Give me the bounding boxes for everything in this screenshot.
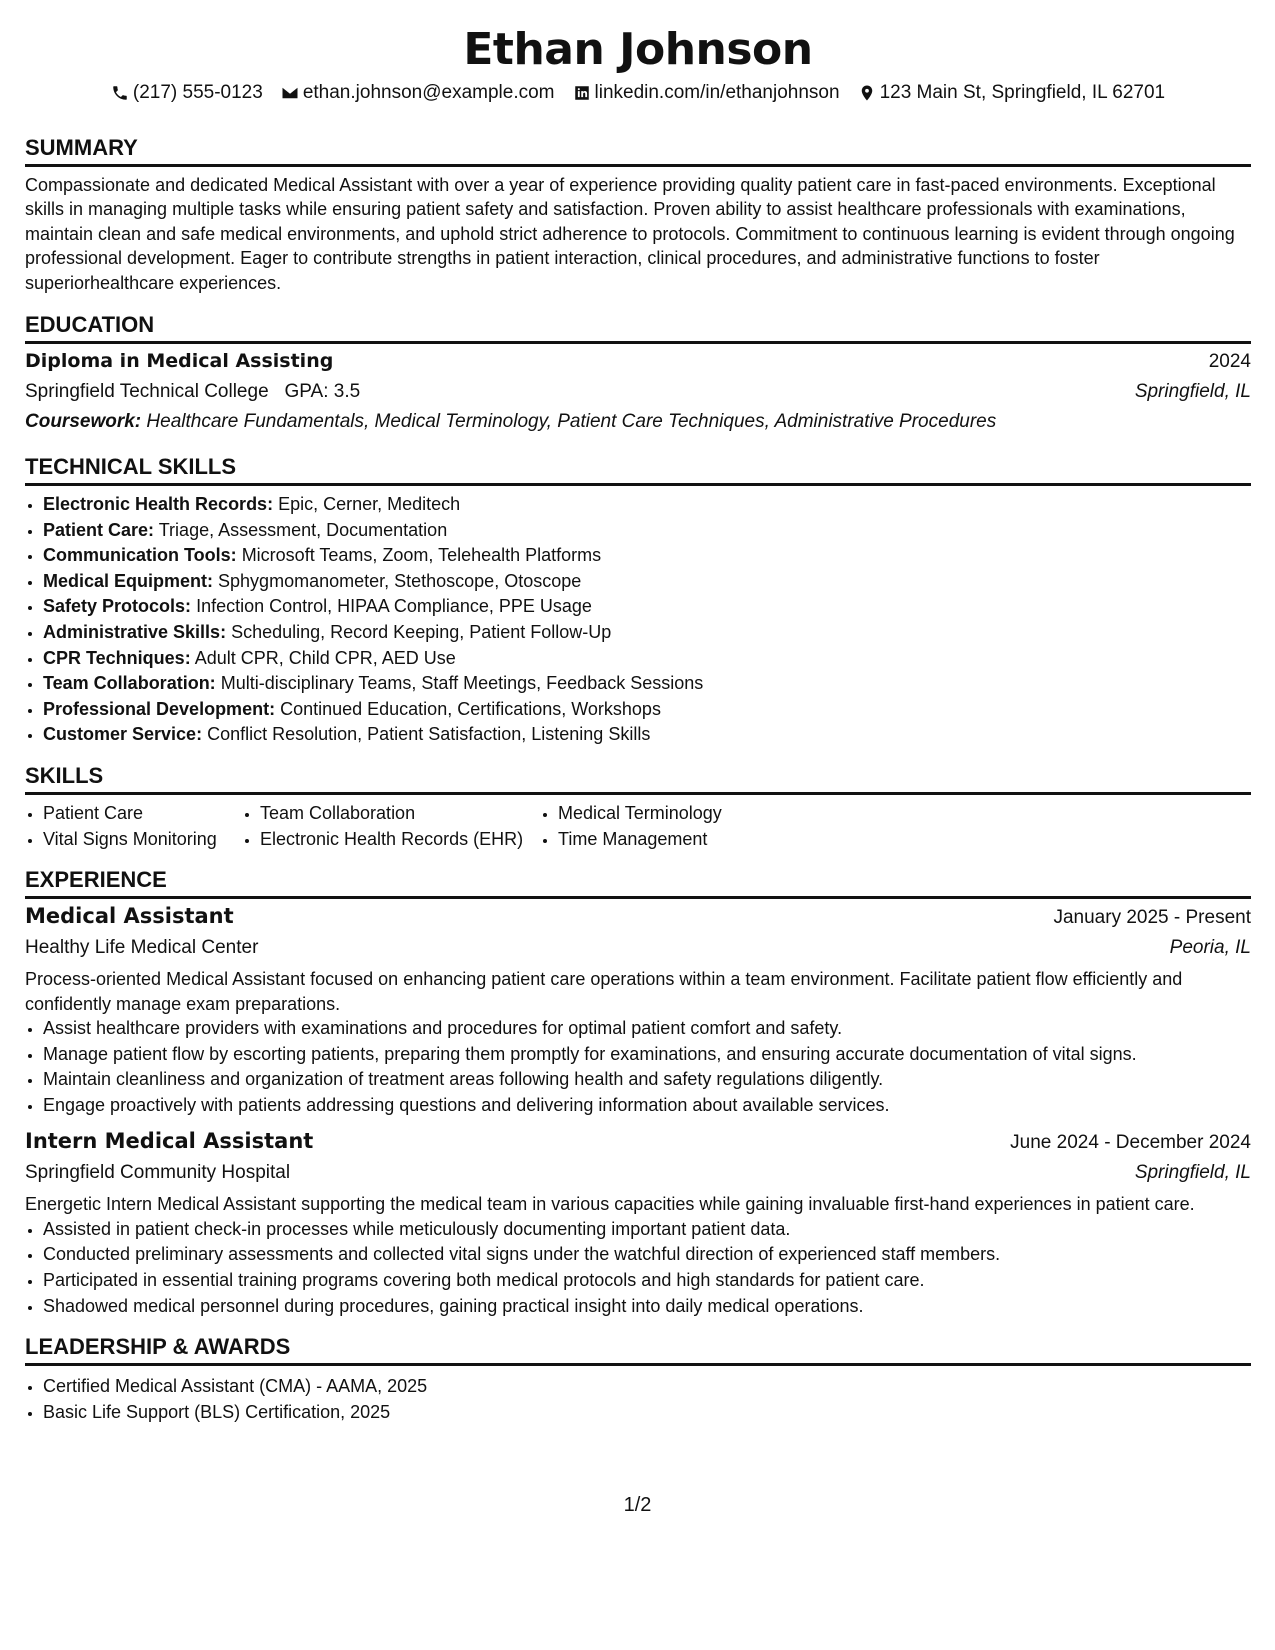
job-bullet: • Engage proactively with patients addressing questions and delivering information about available services. <box>43 1093 1251 1119</box>
job-bullet: • Assisted in patient check-in processes while meticulously documenting important patient data. <box>43 1217 1251 1243</box>
email-text[interactable]: ethan.johnson@example.com <box>302 82 555 103</box>
technical-skill-item <box>43 594 1251 620</box>
page-number: 1/2 <box>623 1494 652 1516</box>
skills-section <box>25 762 1251 852</box>
phone-text: (217) 555-0123 <box>132 82 263 103</box>
skill-category-label: Safety Protocols: <box>43 596 192 617</box>
skill-item: • Electronic Health Records (EHR) <box>260 827 540 853</box>
skill-category-values: Scheduling, Record Keeping, Patient Follow-Up <box>231 622 612 642</box>
job-bullet: • Maintain cleanliness and organization of treatment areas following health and safety regulations diligently. <box>43 1067 1251 1093</box>
technical-skill-item <box>43 518 1251 544</box>
job-role: Intern Medical Assistant <box>25 1129 314 1154</box>
school-row <box>25 377 1251 407</box>
technical-skill-item <box>43 671 1251 697</box>
skill-category-label: Communication Tools: <box>43 545 237 566</box>
job-bullets <box>25 1016 1251 1118</box>
skill-category-values: Triage, Assessment, Documentation <box>158 519 448 540</box>
job-company-row <box>25 933 1251 963</box>
skill-category-values: Continued Education, Certifications, Workshops <box>280 698 661 719</box>
summary-heading: SUMMARY <box>25 135 138 160</box>
job-title-row <box>25 1126 1251 1158</box>
technical-skill-item <box>43 697 1251 723</box>
technical-skills-section <box>25 453 1251 748</box>
job-bullet: • Manage patient flow by escorting patients, preparing them promptly for examinations, and ensuring accurate documentation of vital signs. <box>43 1042 1251 1068</box>
skill-item: • Team Collaboration <box>260 801 540 827</box>
coursework-list: Healthcare Fundamentals, Medical Terminology, Patient Care Techniques, Administrative Procedures <box>146 411 997 433</box>
job-bullet: • Assist healthcare providers with examinations and procedures for optimal patient comfort and safety. <box>43 1016 1251 1042</box>
skill-category-values: Conflict Resolution, Patient Satisfaction, Listening Skills <box>207 724 651 745</box>
skill-category-values: Epic, Cerner, Meditech <box>278 494 461 515</box>
skills-column <box>242 801 540 852</box>
experience-section <box>25 866 1251 1319</box>
skill-category-label: Medical Equipment: <box>43 570 214 591</box>
skill-category-label: Team Collaboration: <box>43 673 216 694</box>
job-company-row <box>25 1158 1251 1188</box>
awards-section <box>25 1333 1251 1425</box>
education-heading: EDUCATION <box>25 312 155 338</box>
job-bullet: • Participated in essential training programs covering both medical protocols and high standards for patient care. <box>43 1268 1251 1294</box>
skill-item: • Patient Care <box>43 801 242 827</box>
skills-heading: SKILLS <box>25 762 104 788</box>
education-section <box>25 311 1251 437</box>
job-company: Springfield Community Hospital <box>25 1162 291 1184</box>
gpa: GPA: 3.5 <box>284 381 361 403</box>
school-line <box>25 377 360 407</box>
candidate-name: Ethan Johnson <box>463 24 813 75</box>
degree-title: Diploma in Medical Assisting <box>25 350 334 373</box>
summary-text: Compassionate and dedicated Medical Assistant with over a year of experience providing quality patient care in fast-paced environments. Exceptional skills in managing multiple tasks while ensuring patient safety and satisfaction. Proven ability to assist healthcare professionals with examinations, maintain clean and safe medical environments, and uphold strict adherence to protocols. Commitment to continuous learning is evident through ongoing professional development. Eager to contribute strengths in patient interaction, clinical procedures, and administrative functions to foster superiorhealthcare experiences. <box>25 175 1235 293</box>
technical-skills-heading: TECHNICAL SKILLS <box>25 454 237 480</box>
map-pin-icon <box>858 84 876 102</box>
skill-category-label: Customer Service: <box>43 724 203 745</box>
address-text: 123 Main St, Springfield, IL 62701 <box>879 82 1166 103</box>
skill-category-label: CPR Techniques: <box>43 647 191 668</box>
job-bullet: • Shadowed medical personnel during procedures, gaining practical insight into daily medical operations. <box>43 1294 1251 1320</box>
coursework-label: Coursework: <box>25 411 142 433</box>
job-location: Peoria, IL <box>1169 937 1251 959</box>
job-company: Healthy Life Medical Center <box>25 937 259 959</box>
job-summary: Energetic Intern Medical Assistant supporting the medical team in various capacities while gaining invaluable first-hand experiences in patient care. <box>25 1194 1195 1215</box>
phone-icon <box>111 84 129 102</box>
skills-column <box>540 801 840 852</box>
skill-item: • Vital Signs Monitoring <box>43 827 242 853</box>
awards-heading: LEADERSHIP & AWARDS <box>25 1334 291 1360</box>
technical-skill-item <box>43 569 1251 595</box>
skill-item: • Time Management <box>558 827 840 853</box>
job-location: Springfield, IL <box>1134 1162 1251 1184</box>
school-location: Springfield, IL <box>1134 381 1251 403</box>
technical-skill-item <box>43 646 1251 672</box>
envelope-icon <box>281 84 299 102</box>
technical-skill-item <box>43 722 1251 748</box>
technical-skill-item <box>43 620 1251 646</box>
skills-grid <box>25 801 1251 852</box>
skill-category-values: Adult CPR, Child CPR, AED Use <box>194 647 456 668</box>
school-name: Springfield Technical College <box>25 381 269 403</box>
award-item: • Basic Life Support (BLS) Certification, 2025 <box>43 1400 1251 1426</box>
section-divider <box>25 896 1251 899</box>
skills-column <box>25 801 242 852</box>
technical-skills-list <box>25 492 1251 748</box>
linkedin-icon <box>573 84 591 102</box>
resume-page <box>25 0 1251 1425</box>
linkedin-text[interactable]: linkedin.com/in/ethanjohnson <box>594 82 840 103</box>
skill-item: • Medical Terminology <box>558 801 840 827</box>
coursework-line <box>25 407 1251 437</box>
summary-section <box>25 134 1251 295</box>
job-entry <box>25 901 1251 1118</box>
contact-phone <box>111 80 263 106</box>
skill-category-label: Administrative Skills: <box>43 622 227 642</box>
section-divider <box>25 483 1251 486</box>
job-dates: June 2024 - December 2024 <box>1010 1132 1251 1154</box>
contact-address <box>858 80 1166 106</box>
job-bullet: • Conducted preliminary assessments and collected vital signs under the watchful direction of experienced staff members. <box>43 1242 1251 1268</box>
skill-category-label: Electronic Health Records: <box>43 494 274 515</box>
section-divider <box>25 341 1251 344</box>
experience-heading: EXPERIENCE <box>25 867 167 893</box>
skill-category-values: Infection Control, HIPAA Compliance, PPE Usage <box>196 596 592 617</box>
awards-list <box>25 1374 1251 1425</box>
job-bullets <box>25 1217 1251 1319</box>
skill-category-values: Sphygmomanometer, Stethoscope, Otoscope <box>218 570 582 591</box>
award-item: • Certified Medical Assistant (CMA) - AAMA, 2025 <box>43 1374 1251 1400</box>
skill-category-values: Multi-disciplinary Teams, Staff Meetings, Feedback Sessions <box>220 673 704 694</box>
contact-linkedin[interactable] <box>573 80 840 106</box>
skill-category-values: Microsoft Teams, Zoom, Telehealth Platforms <box>241 545 602 566</box>
technical-skill-item <box>43 543 1251 569</box>
education-row <box>25 346 1251 377</box>
skill-category-label: Patient Care: <box>43 519 155 540</box>
job-dates: January 2025 - Present <box>1053 907 1251 929</box>
experience-list <box>25 901 1251 1319</box>
job-entry <box>25 1126 1251 1319</box>
job-title-row <box>25 901 1251 933</box>
section-divider <box>25 164 1251 167</box>
section-divider <box>25 1363 1251 1366</box>
contact-email[interactable] <box>281 80 555 106</box>
job-role: Medical Assistant <box>25 904 234 929</box>
technical-skill-item <box>43 492 1251 518</box>
job-summary: Process-oriented Medical Assistant focused on enhancing patient care operations within a team environment. Facilitate patient flow efficiently and confidently manage exam preparations. <box>25 969 1183 1014</box>
degree-year: 2024 <box>1208 351 1251 373</box>
section-divider <box>25 792 1251 795</box>
contact-bar <box>25 80 1251 106</box>
skill-category-label: Professional Development: <box>43 698 276 719</box>
